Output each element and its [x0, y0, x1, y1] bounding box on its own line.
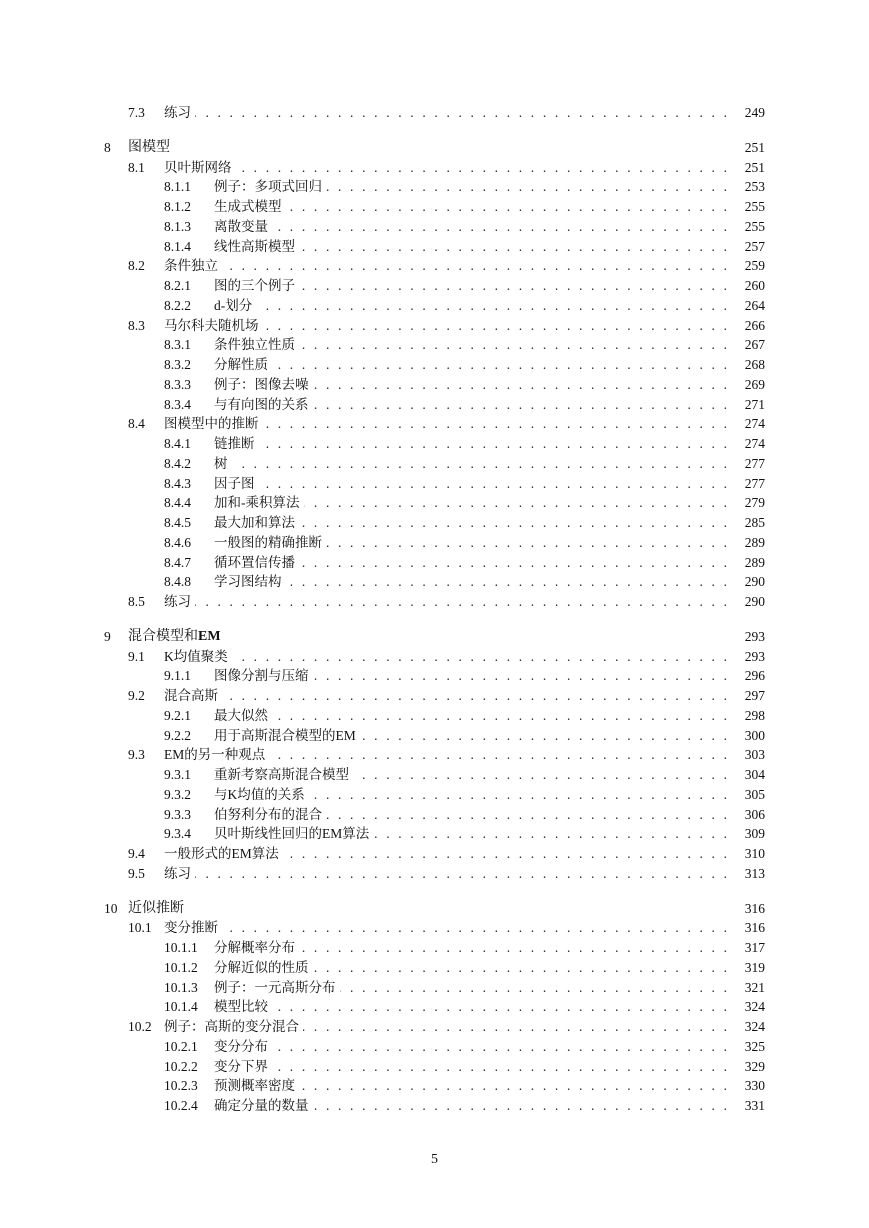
toc-page-number: 293: [744, 628, 765, 644]
toc-page-number: 266: [744, 317, 765, 333]
toc-page-number: 267: [744, 337, 765, 353]
toc-number: 9.3.3: [164, 806, 191, 822]
toc-number: 8.4: [128, 416, 145, 432]
toc-number: 10.1.3: [164, 979, 198, 995]
dot-leader: [214, 706, 727, 726]
toc-subsection[interactable]: [164, 395, 765, 415]
toc-title: 伯努利分布的混合: [214, 805, 326, 825]
toc-number: 9.3.4: [164, 826, 191, 842]
dot-leader: [214, 197, 727, 217]
toc-page-number: 319: [744, 959, 765, 975]
toc-number: 10.1.4: [164, 999, 198, 1015]
toc-title: 图模型中的推断: [164, 414, 263, 434]
toc-title: 图像分割与压缩: [214, 666, 313, 686]
toc-title: 模型比较: [214, 997, 272, 1017]
toc-number: 8.1: [128, 159, 145, 175]
toc-page-number: 274: [744, 416, 765, 432]
toc-page-number: 300: [744, 727, 765, 743]
toc-page-number: 264: [744, 297, 765, 313]
toc-section[interactable]: [128, 918, 765, 938]
toc-subsection[interactable]: [164, 296, 765, 316]
toc-number: 8.4.1: [164, 436, 191, 451]
toc-page-number: 296: [744, 668, 765, 684]
toc-subsection[interactable]: [164, 553, 765, 573]
toc-title: 学习图结构: [214, 572, 286, 592]
toc-page-number: 289: [744, 554, 765, 570]
toc-chapter[interactable]: [104, 138, 765, 158]
toc-page-number: 290: [744, 574, 765, 590]
toc-page-number: 251: [744, 139, 765, 155]
dot-leader: [164, 918, 727, 938]
toc-subsection[interactable]: [164, 1057, 765, 1077]
toc-title: 重新考察高斯混合模型: [214, 765, 353, 785]
toc-title: 生成式模型: [214, 197, 286, 217]
toc-page-number: 274: [744, 436, 765, 451]
toc-subsection[interactable]: [164, 958, 765, 978]
toc-subsection[interactable]: [164, 276, 765, 296]
toc-number: 8.2.1: [164, 278, 191, 293]
toc-title: 例子：一元高斯分布: [214, 978, 340, 998]
toc-subsection[interactable]: [164, 572, 765, 592]
toc-page-number: 253: [744, 179, 765, 195]
dot-leader: [214, 474, 727, 494]
toc-subsection[interactable]: [164, 335, 765, 355]
toc-page-number: 290: [744, 594, 765, 609]
toc-page-number: 329: [744, 1058, 765, 1074]
toc-number: 9.3: [128, 747, 145, 763]
toc-page-number: 316: [744, 920, 765, 936]
toc-subsection[interactable]: [164, 474, 765, 494]
toc-title: 加和-乘积算法: [214, 493, 304, 513]
toc-number: 8.1.2: [164, 199, 191, 214]
toc-title: 离散变量: [214, 217, 272, 237]
toc-number: 8.3.1: [164, 337, 191, 353]
toc-number: 8.3.4: [164, 396, 191, 412]
toc-chapter[interactable]: [104, 899, 765, 919]
toc-page-number: 313: [744, 865, 765, 881]
toc-number: 8.2.2: [164, 297, 191, 313]
toc-number: 8.2: [128, 258, 145, 274]
toc-title: 分解近似的性质: [214, 958, 313, 978]
toc-page-number: 289: [744, 534, 765, 550]
toc-title: 因子图: [214, 474, 259, 494]
toc-page-number: 257: [744, 238, 765, 254]
toc-page-number: 277: [744, 455, 765, 471]
toc-number: 8.1.3: [164, 218, 191, 234]
toc-page-number: 306: [744, 806, 765, 822]
toc-subsection[interactable]: [164, 217, 765, 237]
toc-page-number: 310: [744, 846, 765, 861]
toc-section[interactable]: [128, 158, 765, 178]
toc-title: 树: [214, 454, 232, 474]
toc-title: 贝叶斯线性回归的EM算法: [214, 824, 373, 844]
toc-title: 练习: [164, 592, 195, 612]
toc-number: 8.1.4: [164, 238, 191, 254]
toc-page-number: 285: [744, 515, 765, 530]
toc-title: 条件独立性质: [214, 335, 299, 355]
toc-section[interactable]: [128, 316, 765, 336]
toc-page-number: 297: [744, 688, 765, 703]
toc-number: 8.3: [128, 317, 145, 333]
toc-number: 10.2: [128, 1019, 152, 1034]
toc-title: 图的三个例子: [214, 276, 299, 296]
toc-subsection[interactable]: [164, 375, 765, 395]
toc-title: 变分分布: [214, 1037, 272, 1057]
dot-leader: [164, 592, 727, 612]
toc-section[interactable]: [128, 844, 765, 864]
toc-title: 用于高斯混合模型的EM: [214, 726, 360, 746]
toc-section[interactable]: [128, 745, 765, 765]
toc-subsection[interactable]: [164, 513, 765, 533]
toc-subsection[interactable]: [164, 493, 765, 513]
toc-subsection[interactable]: [164, 533, 765, 553]
toc-subsection[interactable]: [164, 785, 765, 805]
toc-title: d-划分: [214, 296, 256, 316]
toc-number: 9.2.2: [164, 727, 191, 743]
toc-page-number: 251: [744, 159, 765, 175]
toc-title: 马尔科夫随机场: [164, 316, 263, 336]
toc-subsection[interactable]: [164, 1037, 765, 1057]
toc-subsection[interactable]: [164, 1076, 765, 1096]
dot-leader: [164, 686, 727, 706]
toc-section[interactable]: [128, 864, 765, 884]
toc-page-number: 255: [744, 218, 765, 234]
toc-title: 近似推断: [128, 899, 188, 919]
toc-section[interactable]: [128, 647, 765, 667]
toc-page-number: 293: [744, 648, 765, 664]
toc-section[interactable]: [128, 592, 765, 612]
toc-number: 9.2: [128, 688, 145, 703]
toc-title: 与K均值的关系: [214, 785, 309, 805]
toc-number: 9.1.1: [164, 668, 191, 684]
toc-title: 分解概率分布: [214, 938, 299, 958]
toc-number: 8.4.8: [164, 574, 191, 590]
dot-leader: [214, 434, 727, 454]
dot-leader: [164, 647, 727, 667]
toc-subsection[interactable]: [164, 177, 765, 197]
toc-title: 混合高斯: [164, 686, 222, 706]
toc-number: 10: [104, 900, 118, 916]
toc-page-number: 330: [744, 1078, 765, 1094]
toc-page-number: 316: [744, 900, 765, 916]
toc-page-number: 331: [744, 1098, 765, 1113]
toc-page-number: 324: [744, 1019, 765, 1034]
dot-leader: [214, 997, 727, 1017]
toc-number: 8: [104, 139, 111, 155]
toc-title: 线性高斯模型: [214, 237, 299, 257]
toc-section[interactable]: [128, 414, 765, 434]
dot-leader: [214, 454, 727, 474]
toc-title: EM的另一种观点: [164, 745, 269, 765]
toc-page-number: 304: [744, 767, 765, 782]
toc-number: 10.2.2: [164, 1058, 198, 1074]
toc-subsection[interactable]: [164, 978, 765, 998]
toc-number: 10.1.2: [164, 959, 198, 975]
toc-title: 练习: [164, 103, 195, 123]
dot-leader: [214, 1057, 727, 1077]
toc-number: 8.4.5: [164, 515, 191, 530]
toc-page-number: 324: [744, 999, 765, 1015]
toc-title: K均值聚类: [164, 647, 232, 667]
toc-page-number: 271: [744, 396, 765, 412]
toc-number: 8.1.1: [164, 179, 191, 195]
toc-chapter[interactable]: [104, 627, 765, 647]
toc-title: 循环置信传播: [214, 553, 299, 573]
toc-number: 9.2.1: [164, 707, 191, 723]
toc-section[interactable]: [128, 103, 765, 123]
toc-title: 链推断: [214, 434, 259, 454]
toc-page-number: 255: [744, 199, 765, 214]
toc-page-number: 260: [744, 278, 765, 293]
dot-leader: [164, 158, 727, 178]
toc-title: 图模型: [128, 138, 174, 158]
page-number: 5: [431, 1152, 438, 1167]
toc-title: 练习: [164, 864, 195, 884]
toc-title: 例子：高斯的变分混合: [164, 1017, 303, 1037]
toc-title: 例子：多项式回归: [214, 177, 326, 197]
toc-number: 8.4.3: [164, 475, 191, 491]
toc-title: 一般形式的EM算法: [164, 844, 283, 864]
toc-page-number: 249: [744, 105, 765, 120]
toc-number: 9.4: [128, 846, 145, 861]
dot-leader: [214, 217, 727, 237]
toc-number: 10.1.1: [164, 940, 198, 955]
dot-leader: [214, 355, 727, 375]
toc-title: 确定分量的数量: [214, 1096, 313, 1116]
toc-number: 10.2.3: [164, 1078, 198, 1094]
toc-number: 8.4.6: [164, 534, 191, 550]
toc-subsection[interactable]: [164, 666, 765, 686]
toc-subsection[interactable]: [164, 237, 765, 257]
toc-number: 8.4.2: [164, 455, 191, 471]
toc-number: 9.1: [128, 648, 145, 664]
toc-page-number: 259: [744, 258, 765, 274]
toc-number: 9: [104, 628, 111, 644]
toc-section[interactable]: [128, 256, 765, 276]
dot-leader: [164, 103, 727, 123]
toc-subsection[interactable]: [164, 997, 765, 1017]
toc-title: 最大加和算法: [214, 513, 299, 533]
toc-page-number: 309: [744, 826, 765, 842]
toc-number: 8.4.4: [164, 495, 191, 511]
toc-page-number: 268: [744, 357, 765, 372]
toc-page-number: 305: [744, 786, 765, 802]
toc-number: 9.3.1: [164, 767, 191, 782]
toc-title: 贝叶斯网络: [164, 158, 236, 178]
dot-leader: [214, 296, 727, 316]
toc-title: 条件独立: [164, 256, 222, 276]
toc-number: 9.3.2: [164, 786, 191, 802]
toc-subsection[interactable]: [164, 805, 765, 825]
toc-number: 8.3.3: [164, 376, 191, 392]
toc-page-number: 325: [744, 1038, 765, 1054]
toc-title: 分解性质: [214, 355, 272, 375]
toc-subsection[interactable]: [164, 824, 765, 844]
toc-subsection[interactable]: [164, 1096, 765, 1116]
toc-number: 8.4.7: [164, 554, 191, 570]
toc-subsection[interactable]: [164, 765, 765, 785]
toc-title: 例子：图像去噪: [214, 375, 313, 395]
toc-title: 最大似然: [214, 706, 272, 726]
toc-page-number: 298: [744, 707, 765, 723]
toc-subsection[interactable]: [164, 197, 765, 217]
toc-number: 10.2.4: [164, 1098, 198, 1113]
dot-leader: [164, 864, 727, 884]
toc-number: 10.1: [128, 920, 152, 936]
toc-title: 变分下界: [214, 1057, 272, 1077]
toc-number: 7.3: [128, 105, 145, 120]
toc-subsection[interactable]: [164, 726, 765, 746]
dot-leader: [214, 572, 727, 592]
toc-title: 变分推断: [164, 918, 222, 938]
toc-title: 预测概率密度: [214, 1076, 299, 1096]
toc-number: 9.5: [128, 865, 145, 881]
toc-page-number: 321: [744, 979, 765, 995]
toc-number: 10.2.1: [164, 1038, 198, 1054]
toc-page-number: 303: [744, 747, 765, 763]
toc-subsection[interactable]: [164, 454, 765, 474]
toc-page-number: 269: [744, 376, 765, 392]
dot-leader: [214, 1037, 727, 1057]
toc-page-number: 277: [744, 475, 765, 491]
toc-page-number: 279: [744, 495, 765, 511]
toc-title: 与有向图的关系: [214, 395, 313, 415]
dot-leader: [164, 256, 727, 276]
toc-subsection[interactable]: [164, 706, 765, 726]
toc-number: 8.3.2: [164, 357, 191, 372]
toc-subsection[interactable]: [164, 355, 765, 375]
toc-subsection[interactable]: [164, 938, 765, 958]
toc-page-number: 317: [744, 940, 765, 955]
toc-title: 一般图的精确推断: [214, 533, 326, 553]
toc-section[interactable]: [128, 1017, 765, 1037]
toc-number: 8.5: [128, 594, 145, 609]
toc-title: 混合模型和EM: [128, 627, 225, 647]
toc-subsection[interactable]: [164, 434, 765, 454]
toc-section[interactable]: [128, 686, 765, 706]
